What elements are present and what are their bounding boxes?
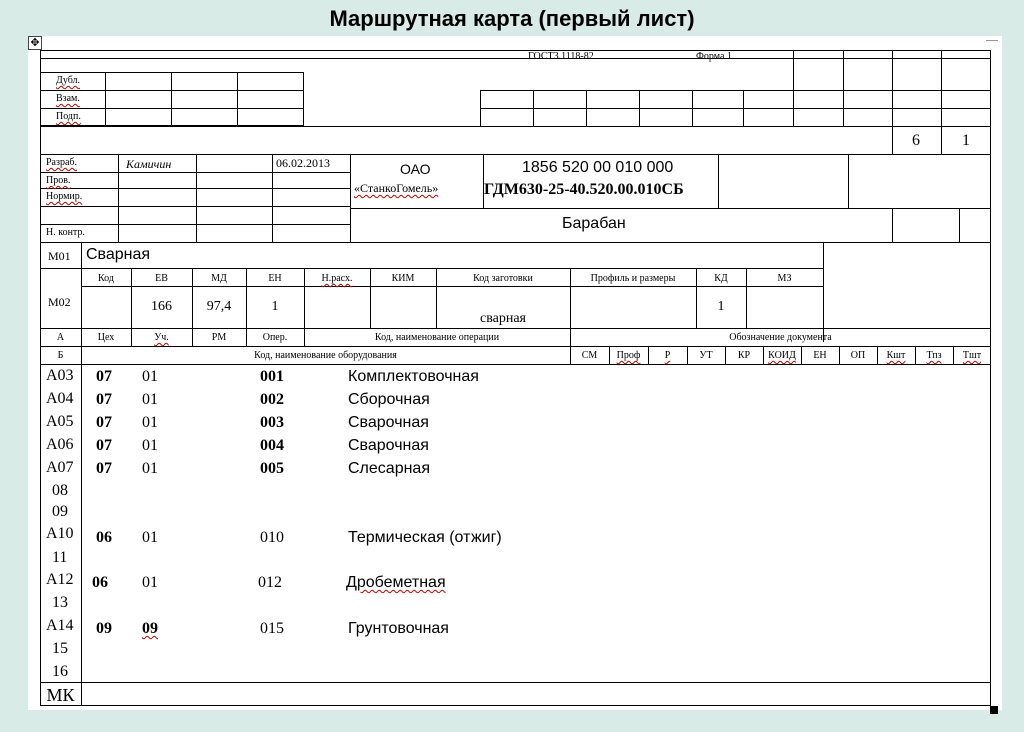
op-name: Дробеметная bbox=[346, 574, 446, 591]
row-b-col-en: ЕН bbox=[813, 350, 827, 361]
op-uch: 01 bbox=[142, 460, 158, 477]
op-name: Грунтовочная bbox=[348, 620, 449, 637]
dubl-label: Дубл. bbox=[56, 75, 81, 86]
m02-header-nrash: Н.расх. bbox=[321, 273, 353, 284]
m02-header-en: ЕН bbox=[268, 273, 282, 284]
row-a-uch: Уч. bbox=[154, 332, 169, 343]
route-card-sheet bbox=[28, 36, 1002, 710]
row-b-label: Б bbox=[57, 350, 64, 361]
op-ceh: 07 bbox=[96, 391, 112, 408]
row-a-rm: РМ bbox=[211, 332, 227, 343]
op-ceh: 07 bbox=[96, 414, 112, 431]
row-b-col-kr: КР bbox=[737, 350, 751, 361]
m02-header-zagotovka: Код заготовки bbox=[473, 273, 533, 284]
op-name: Сварочная bbox=[348, 414, 429, 431]
row-label: 13 bbox=[52, 594, 68, 611]
m02-header-kim: КИМ bbox=[391, 273, 415, 284]
row-label: А07 bbox=[46, 459, 74, 476]
row-a-ceh: Цех bbox=[97, 332, 115, 343]
op-ceh: 07 bbox=[96, 437, 112, 454]
row-b-col-sm: СМ bbox=[581, 350, 598, 361]
doc-number: 1856 520 00 010 000 bbox=[522, 159, 674, 176]
prov-label: Пров. bbox=[46, 175, 71, 186]
row-label: 16 bbox=[52, 663, 68, 680]
op-uch: 01 bbox=[142, 414, 158, 431]
row-a-label: А bbox=[56, 332, 65, 343]
m02-value-ev: 166 bbox=[151, 299, 172, 314]
row-label: 15 bbox=[52, 640, 68, 657]
op-uch: 09 bbox=[142, 620, 158, 637]
op-ceh: 06 bbox=[92, 574, 108, 591]
normir-label: Нормир. bbox=[46, 191, 83, 202]
sheet-frame bbox=[40, 50, 991, 706]
row-label: А10 bbox=[46, 525, 74, 542]
table-move-handle-icon[interactable]: ✥ bbox=[28, 36, 42, 50]
slide-title: Маршрутная карта (первый лист) bbox=[329, 6, 695, 31]
op-ceh: 06 bbox=[96, 529, 112, 546]
podp-label: Подп. bbox=[56, 111, 81, 122]
razrab-label: Разраб. bbox=[46, 157, 77, 168]
op-code: 004 bbox=[260, 437, 284, 454]
signature-date: 06.02.2013 bbox=[276, 156, 330, 170]
m02-header-md: МД bbox=[211, 273, 227, 284]
sheet-number: 1 bbox=[962, 132, 970, 149]
op-code: 005 bbox=[260, 460, 284, 477]
m02-header-kod: Код bbox=[98, 273, 114, 284]
m02-header-ev: ЕВ bbox=[155, 273, 168, 284]
row-label: 08 bbox=[52, 482, 68, 499]
row-label: А14 bbox=[46, 617, 74, 634]
op-name: Комплектовочная bbox=[348, 368, 479, 385]
op-uch: 01 bbox=[142, 529, 158, 546]
op-code: 003 bbox=[260, 414, 284, 431]
row-b-col-tsht: Тшт bbox=[962, 350, 982, 361]
op-ceh: 07 bbox=[96, 368, 112, 385]
row-b-col-ksht: Кшт bbox=[886, 350, 906, 361]
mk-label: МК bbox=[46, 685, 75, 705]
op-uch: 01 bbox=[142, 437, 158, 454]
sheet-count: 6 bbox=[912, 132, 920, 149]
razrab-name: Камичин bbox=[126, 157, 172, 171]
op-name: Сборочная bbox=[348, 391, 430, 408]
m02-header-mz: МЗ bbox=[777, 273, 792, 284]
op-uch: 01 bbox=[142, 368, 158, 385]
row-b-col-ut: УТ bbox=[699, 350, 713, 361]
row-label: А04 bbox=[46, 390, 74, 407]
op-code: 001 bbox=[260, 368, 284, 385]
op-uch: 01 bbox=[142, 391, 158, 408]
row-label: А05 bbox=[46, 413, 74, 430]
org-name: «СтанкоГомель» bbox=[354, 181, 439, 195]
op-ceh: 09 bbox=[96, 620, 112, 637]
op-name: Термическая (отжиг) bbox=[348, 529, 502, 546]
form-label: Форма 1 bbox=[696, 51, 732, 62]
vzam-label: Взам. bbox=[56, 93, 80, 104]
row-b-equipment: Код, наименование оборудования bbox=[254, 350, 397, 361]
row-a-doc: Обозначение документа bbox=[729, 332, 832, 343]
m02-value-zagotovka: сварная bbox=[480, 311, 526, 326]
gost-label: ГОСТ3.1118-82 bbox=[528, 51, 594, 62]
row-b-col-prof: Проф bbox=[616, 350, 641, 361]
m02-value-md: 97,4 bbox=[206, 299, 232, 314]
op-code: 010 bbox=[260, 529, 284, 546]
nkontr-label: Н. контр. bbox=[46, 227, 85, 238]
op-code: 002 bbox=[260, 391, 284, 408]
doc-code: ГДМ630-25-40.520.00.010СБ bbox=[484, 181, 684, 198]
op-name: Слесарная bbox=[348, 460, 430, 477]
op-code: 015 bbox=[260, 620, 284, 637]
op-uch: 01 bbox=[142, 574, 158, 591]
row-label: А06 bbox=[46, 436, 74, 453]
m02-label: М02 bbox=[48, 295, 71, 309]
row-a-oper: Опер. bbox=[262, 332, 288, 343]
part-name: Барабан bbox=[562, 215, 626, 232]
row-label: 09 bbox=[52, 503, 68, 520]
op-code: 012 bbox=[258, 574, 282, 591]
row-label: А03 bbox=[46, 367, 74, 384]
op-name: Сварочная bbox=[348, 437, 429, 454]
m01-value: Сварная bbox=[86, 246, 151, 263]
row-b-col-koid: КОИД bbox=[768, 350, 796, 361]
m02-value-kd: 1 bbox=[717, 299, 725, 314]
m02-header-profil: Профиль и размеры bbox=[590, 273, 676, 284]
m01-label: М01 bbox=[48, 249, 71, 263]
row-b-col-r: Р bbox=[664, 350, 671, 361]
m02-header-kd: КД bbox=[714, 273, 728, 284]
row-label: 11 bbox=[52, 549, 68, 566]
row-b-col-op: ОП bbox=[850, 350, 866, 361]
row-b-col-tpz: Тпз bbox=[926, 350, 942, 361]
org-type: ОАО bbox=[400, 161, 431, 177]
row-a-code-name: Код, наименование операции bbox=[374, 332, 500, 343]
row-label: А12 bbox=[46, 571, 74, 588]
m02-value-en: 1 bbox=[271, 299, 279, 314]
op-ceh: 07 bbox=[96, 460, 112, 477]
